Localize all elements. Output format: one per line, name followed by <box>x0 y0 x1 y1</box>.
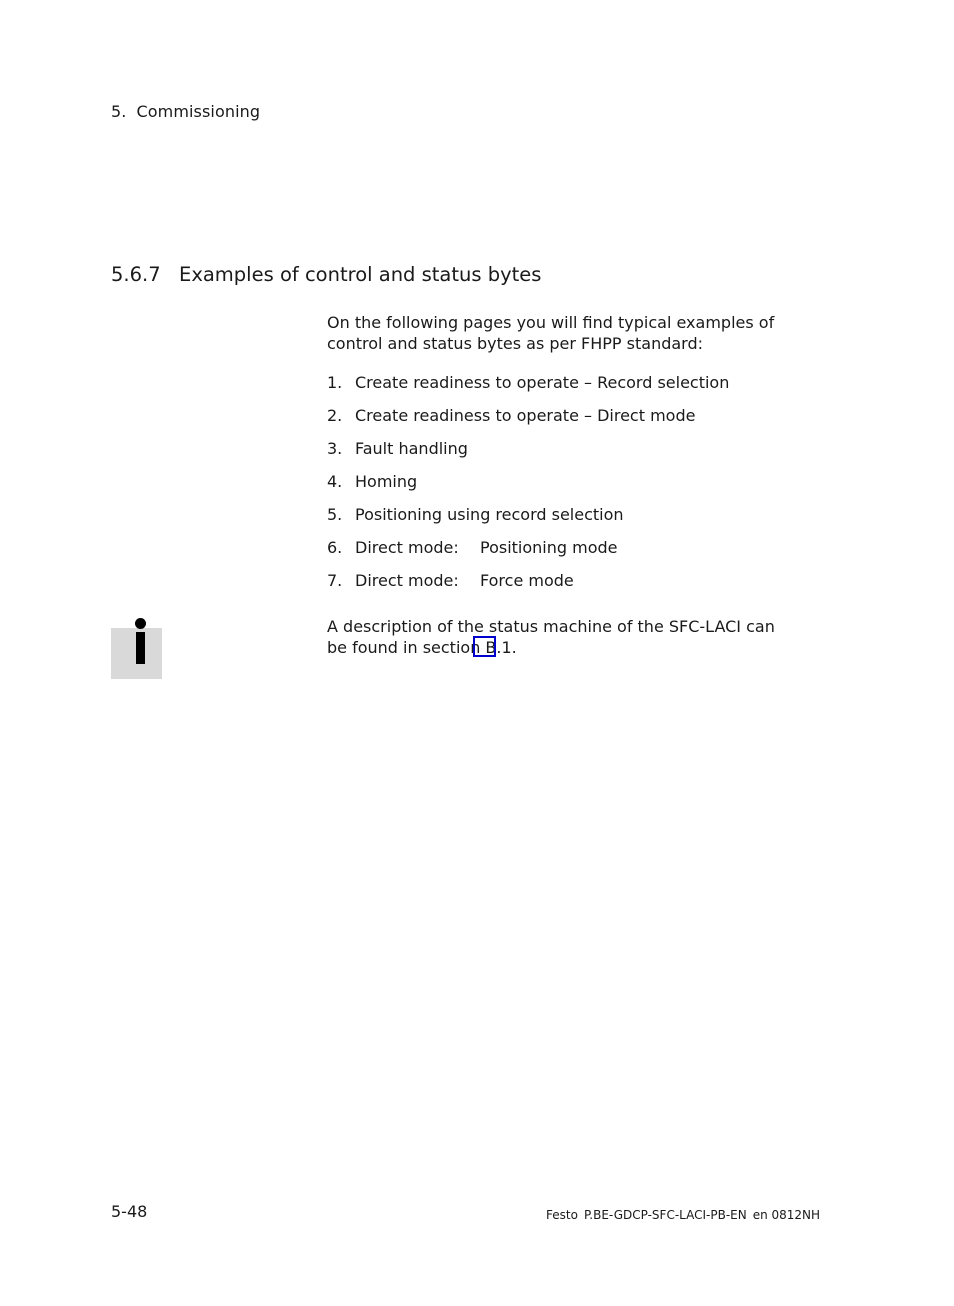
list-item-text: Force mode <box>480 571 574 590</box>
list-item-text: Fault handling <box>355 439 468 458</box>
page-number: 5-48 <box>111 1202 148 1221</box>
running-header <box>111 102 260 121</box>
link-highlight-box[interactable] <box>473 636 496 657</box>
list-item <box>327 438 729 471</box>
note-text: A description of the status machine of the SFC-LACI can be found in section <box>327 617 775 657</box>
list-item-number: 2. <box>327 406 343 425</box>
intro-paragraph: On the following pages you will find typical examples of control and status bytes as per FHPP standard: <box>327 313 775 353</box>
section-heading <box>111 263 541 286</box>
footer-publisher: Festo <box>546 1208 578 1222</box>
list-item <box>327 372 729 405</box>
chapter-number: 5. <box>111 102 127 121</box>
section-cross-reference-link[interactable] <box>485 638 511 657</box>
list-item-label: Direct mode: <box>355 538 459 557</box>
section-title: Examples of control and status bytes <box>179 263 542 286</box>
list-item-number: 6. <box>327 538 343 557</box>
info-icon-stem <box>136 632 145 664</box>
list-item-text: Positioning using record selection <box>355 505 624 524</box>
footer-doc-code: P.BE-GDCP-SFC-LACI-PB-EN <box>583 1208 747 1222</box>
info-icon <box>111 628 162 679</box>
chapter-title: Commissioning <box>136 102 261 121</box>
list-item-number: 3. <box>327 439 343 458</box>
cross-reference-label[interactable]: B.1 <box>485 638 512 657</box>
list-item-number: 5. <box>327 505 343 524</box>
footer-edition: en 0812NH <box>752 1208 821 1222</box>
note-paragraph <box>327 616 797 658</box>
list-item-number: 4. <box>327 472 343 491</box>
list-item-text: Homing <box>355 472 418 491</box>
list-item-label: Direct mode: <box>355 571 459 590</box>
list-item <box>327 471 729 504</box>
note-text-end: . <box>511 638 517 657</box>
footer-document-id <box>546 1208 820 1222</box>
list-item-text: Create readiness to operate – Record selection <box>355 373 730 392</box>
info-icon-dot <box>135 618 146 629</box>
list-item <box>327 570 729 603</box>
section-number: 5.6.7 <box>111 263 161 286</box>
list-item-text: Create readiness to operate – Direct mode <box>355 406 696 425</box>
list-item-number: 1. <box>327 373 343 392</box>
examples-list <box>327 372 729 603</box>
list-item-text: Positioning mode <box>480 538 618 557</box>
list-item <box>327 504 729 537</box>
list-item <box>327 405 729 438</box>
list-item-number: 7. <box>327 571 343 590</box>
list-item <box>327 537 729 570</box>
